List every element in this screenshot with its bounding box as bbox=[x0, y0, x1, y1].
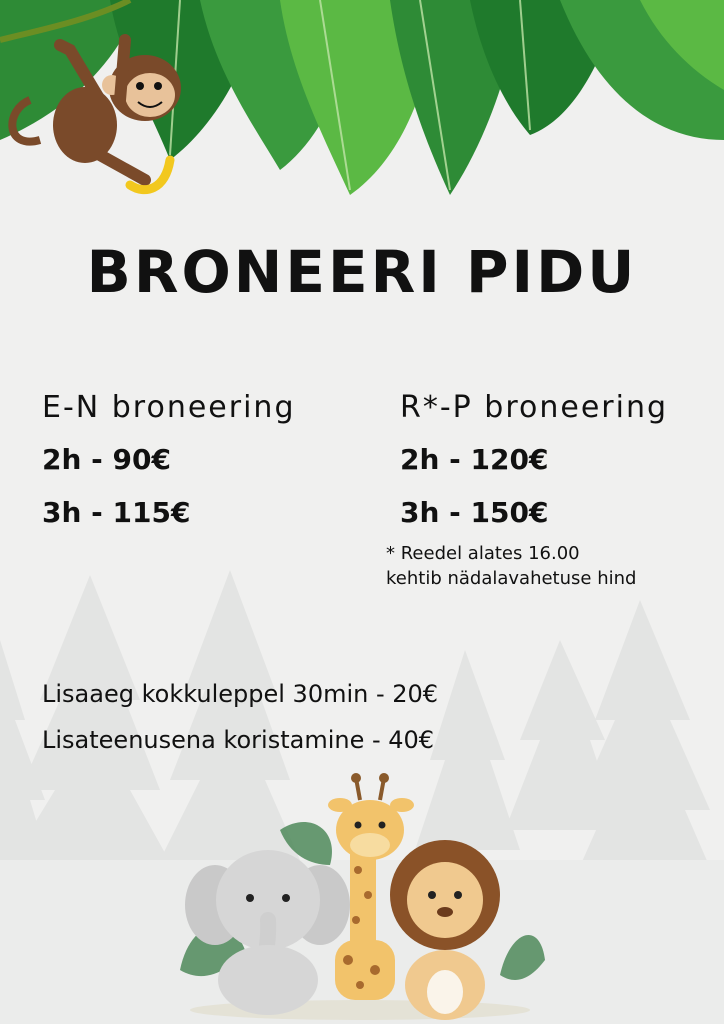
weekday-heading: E-N broneering bbox=[42, 390, 296, 425]
weekday-price-3h: 3h - 115€ bbox=[42, 496, 191, 529]
weekday-price-2h: 2h - 90€ bbox=[42, 443, 171, 476]
lion-icon bbox=[390, 840, 500, 1020]
friday-note-line1: * Reedel alates 16.00 bbox=[386, 543, 580, 564]
weekday-pricing bbox=[42, 390, 372, 549]
safari-animals-icon bbox=[170, 770, 550, 1024]
page-title: BRONEERI PIDU bbox=[86, 238, 638, 306]
weekend-price-2h: 2h - 120€ bbox=[400, 443, 549, 476]
friday-note-line2: kehtib nädalavahetuse hind bbox=[386, 568, 637, 589]
extra-time-price: Lisaaeg kokkuleppel 30min - 20€ bbox=[42, 680, 439, 708]
elephant-icon bbox=[185, 850, 350, 1015]
weekend-price-3h: 3h - 150€ bbox=[400, 496, 549, 529]
weekend-heading: R*-P broneering bbox=[400, 390, 669, 425]
monkey-icon bbox=[0, 0, 200, 205]
friday-note bbox=[386, 541, 716, 591]
weekend-pricing bbox=[400, 390, 710, 549]
cleaning-service-price: Lisateenusena koristamine - 40€ bbox=[42, 726, 435, 754]
